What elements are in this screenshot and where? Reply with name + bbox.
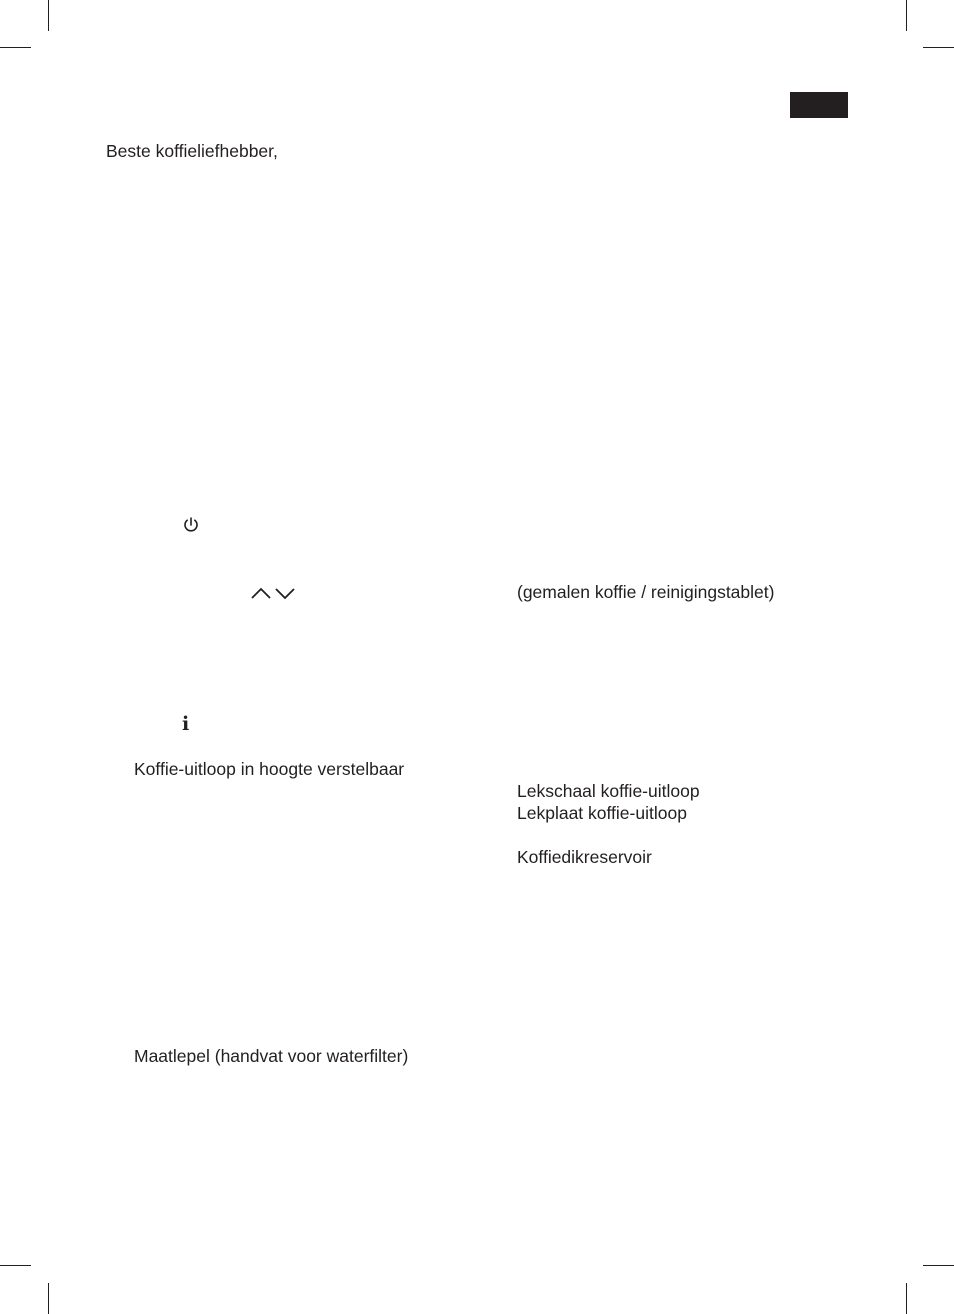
spoon-label: Maatlepel (handvat voor waterfilter) bbox=[134, 1046, 409, 1066]
language-tab bbox=[790, 92, 848, 118]
info-icon: i bbox=[182, 713, 190, 735]
drip-tray-label: Lekschaal koffie-uitloop bbox=[517, 781, 700, 801]
crop-mark-top-left-vertical bbox=[48, 0, 49, 31]
crop-mark-bottom-right-vertical bbox=[906, 1283, 907, 1314]
powder-note: (gemalen koffie / reinigingstablet) bbox=[517, 582, 775, 602]
greeting-text: Beste koffieliefhebber, bbox=[106, 141, 278, 161]
power-icon bbox=[182, 516, 200, 534]
crop-mark-bottom-left-horizontal bbox=[0, 1265, 31, 1266]
crop-mark-bottom-left-vertical bbox=[48, 1283, 49, 1314]
drip-plate-label: Lekplaat koffie-uitloop bbox=[517, 803, 687, 823]
crop-mark-top-left-horizontal bbox=[0, 47, 31, 48]
grounds-container-label: Koffiedikreservoir bbox=[517, 847, 652, 867]
spout-label: Koffie-uitloop in hoogte verstelbaar bbox=[134, 759, 405, 779]
crop-mark-bottom-right-horizontal bbox=[923, 1265, 954, 1266]
up-down-arrows-icon bbox=[250, 585, 296, 601]
crop-mark-top-right-horizontal bbox=[923, 47, 954, 48]
crop-mark-top-right-vertical bbox=[906, 0, 907, 31]
